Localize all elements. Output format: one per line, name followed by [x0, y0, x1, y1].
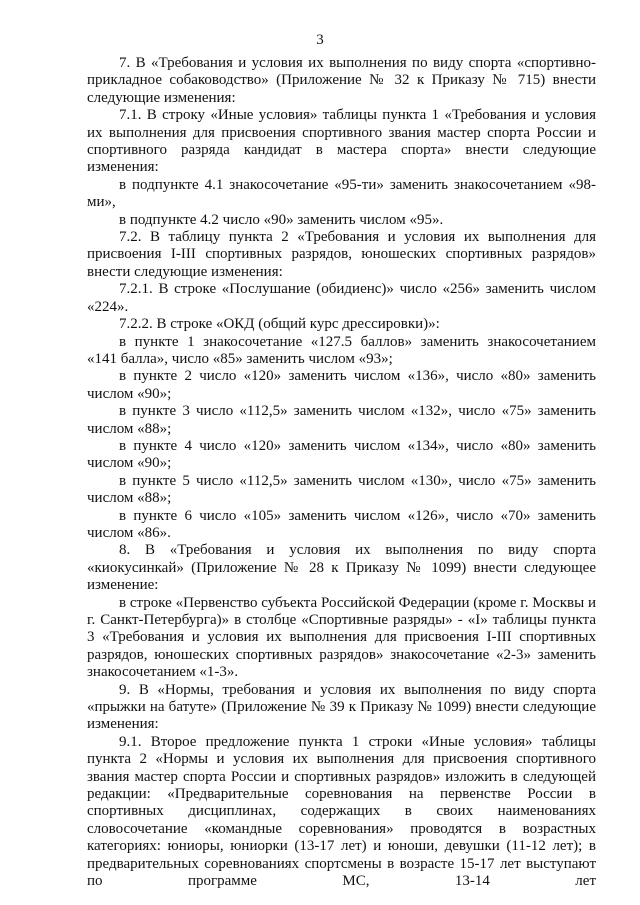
paragraph-8: 8. В «Требования и условия их выполнения по виду спорта «киокусинкай» (Приложение № 28 к Приказу № 1099) внести следующее изменение: — [87, 542, 596, 594]
paragraph-7-2-2-item-2: в пункте 2 число «120» заменить числом «136», число «80» заменить числом «90»; — [87, 368, 596, 402]
paragraph-9: 9. В «Нормы, требования и условия их выполнения по виду спорта «прыжки на батуте» (Приложение № 39 к Приказу № 1099) внести следующие изменения: — [87, 681, 596, 733]
paragraph-9-1: 9.1. Второе предложение пункта 1 строки «Иные условия» таблицы пункта 2 «Нормы и условия их выполнения для присвоения спортивного звания мастер спорта России и спортивных разрядов» изложить в следующей редакции: «Предварительные соревнования на первенстве России в спортивных дисциплинах, содержащих в своих наименованиях словосочетание «командные соревнования» проводятся в возрастных категориях: юниоры, юниорки (13-17 лет) и юноши, девушки (11-12 лет); в предварительных соревнованиях спортсмены в возрасте 15-17 лет выступают по программе МС, 13-14 лет — [87, 733, 596, 890]
paragraph-8-change: в строке «Первенство субъекта Российской Федерации (кроме г. Москвы и г. Санкт-Петербурга)» в столбце «Спортивные разряды» - «I» таблицы пункта 3 «Требования и условия их выполнения для присвоения I-III спортивных разрядов, юношеских спортивных разрядов» знакосочетание «2-3» заменить знакосочетанием «1-3». — [87, 594, 596, 681]
paragraph-7-2: 7.2. В таблицу пункта 2 «Требования и условия их выполнения для присвоения I-III спортивных разрядов, юношеских спортивных разрядов» внести следующие изменения: — [87, 229, 596, 280]
paragraph-7: 7. В «Требования и условия их выполнения по виду спорта «спортивно-прикладное собаководство» (Приложение № 32 к Приказу № 715) внести следующие изменения: — [87, 55, 596, 106]
paragraph-7-2-2-item-4: в пункте 4 число «120» заменить числом «134», число «80» заменить числом «90»; — [87, 437, 596, 472]
paragraph-7-1-sub-4-2: в подпункте 4.2 число «90» заменить числом «95». — [119, 211, 444, 228]
page-number: 3 — [316, 32, 324, 48]
paragraph-7-2-2: 7.2.2. В строке «ОКД (общий курс дрессировки)»: — [119, 316, 440, 333]
paragraph-7-1: 7.1. В строку «Иные условия» таблицы пункта 1 «Требования и условия их выполнения для присвоения спортивного звания мастер спорта России и спортивного разряда кандидат в мастера спорта» внести следующие изменения: — [87, 107, 596, 176]
paragraph-7-2-1: 7.2.1. В строке «Послушание (обидиенс)» число «256» заменить числом «224». — [87, 281, 596, 315]
paragraph-7-2-2-item-5: в пункте 5 число «112,5» заменить числом «130», число «75» заменить числом «88»; — [87, 472, 596, 507]
document-body — [87, 55, 596, 891]
paragraph-7-2-2-item-6: в пункте 6 число «105» заменить числом «126», число «70» заменить числом «86». — [87, 507, 596, 541]
paragraph-7-2-2-item-3: в пункте 3 число «112,5» заменить числом «132», число «75» заменить числом «88»; — [87, 403, 596, 437]
paragraph-7-1-sub-4-1: в подпункте 4.1 знакосочетание «95-ти» заменить знакосочетанием «98-ми», — [87, 176, 596, 211]
paragraph-7-2-2-item-1: в пункте 1 знакосочетание «127.5 баллов» заменить знакосочетанием «141 балла», число «85» заменить числом «93»; — [87, 333, 596, 367]
